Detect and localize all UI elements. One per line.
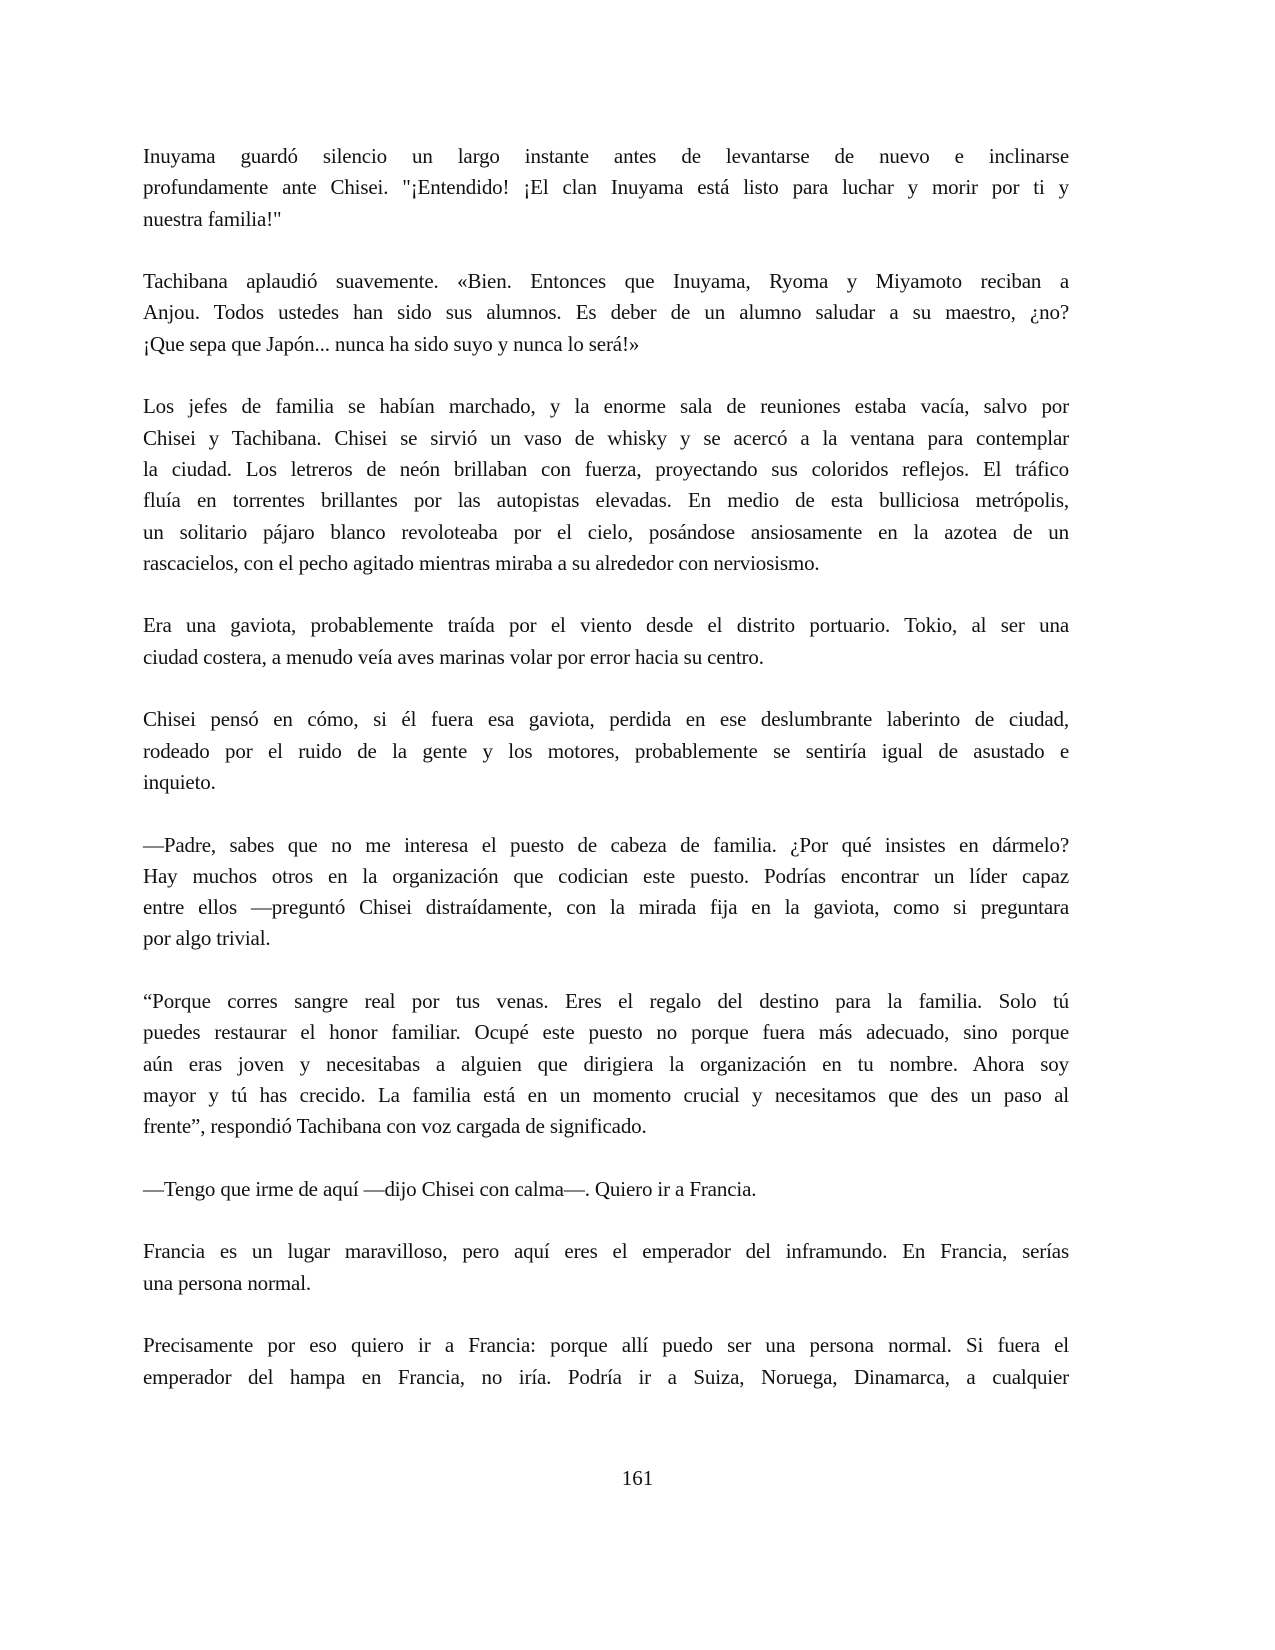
text-line: nuestra familia!" <box>143 206 282 231</box>
text-line: ciudad costera, a menudo veía aves marinas volar por error hacia su centro. <box>143 644 764 669</box>
text-line: profundamente ante Chisei. "¡Entendido! ¡El clan Inuyama está listo para luchar y morir por ti y <box>143 175 1069 200</box>
text-line: por algo trivial. <box>143 926 271 951</box>
text-line: rascacielos, con el pecho agitado mientras miraba a su alrededor con nerviosismo. <box>143 550 820 575</box>
text-line: —Tengo que irme de aquí —dijo Chisei con calma—. Quiero ir a Francia. <box>143 1176 757 1201</box>
text-line: aún eras joven y necesitabas a alguien que dirigiera la organización en tu nombre. Ahora soy <box>143 1051 1069 1076</box>
paragraph <box>143 986 1069 1142</box>
text-line: —Padre, sabes que no me interesa el puesto de cabeza de familia. ¿Por qué insistes en dármelo? <box>143 832 1069 857</box>
text-line: un solitario pájaro blanco revoloteaba por el cielo, posándose ansiosamente en la azotea de un <box>143 519 1069 544</box>
paragraph <box>143 141 1069 235</box>
paragraph <box>143 830 1069 955</box>
text-line: Francia es un lugar maravilloso, pero aquí eres el emperador del inframundo. En Francia, serías <box>143 1239 1069 1264</box>
text-line: ¡Que sepa que Japón... nunca ha sido suyo y nunca lo será!» <box>143 331 640 356</box>
text-line: una persona normal. <box>143 1270 312 1295</box>
paragraph <box>143 266 1069 360</box>
text-line: Los jefes de familia se habían marchado, y la enorme sala de reuniones estaba vacía, salvo por <box>143 394 1069 419</box>
text-line: rodeado por el ruido de la gente y los motores, probablemente se sentiría igual de asustado e <box>143 738 1069 763</box>
text-line: Precisamente por eso quiero ir a Francia: porque allí puedo ser una persona normal. Si fuera el <box>143 1333 1069 1358</box>
text-line: fluía en torrentes brillantes por las autopistas elevadas. En medio de esta bulliciosa metrópolis, <box>143 488 1069 513</box>
paragraph <box>143 704 1069 798</box>
paragraph <box>143 1174 1069 1205</box>
text-line: Inuyama guardó silencio un largo instante antes de levantarse de nuevo e inclinarse <box>143 144 1069 168</box>
page-number: 161 <box>621 1466 654 1490</box>
paragraph <box>143 391 1069 579</box>
text-line: emperador del hampa en Francia, no iría. Podría ir a Suiza, Noruega, Dinamarca, a cualquier <box>143 1364 1069 1389</box>
text-line: frente”, respondió Tachibana con voz cargada de significado. <box>143 1114 647 1139</box>
text-line: Chisei y Tachibana. Chisei se sirvió un vaso de whisky y se acercó a la ventana para contemplar <box>143 425 1069 450</box>
text-line: Anjou. Todos ustedes han sido sus alumnos. Es deber de un alumno saludar a su maestro, ¿no? <box>143 300 1069 325</box>
text-line: inquieto. <box>143 769 216 794</box>
text-line: mayor y tú has crecido. La familia está en un momento crucial y necesitamos que des un paso al <box>143 1082 1069 1107</box>
text-line: “Porque corres sangre real por tus venas. Eres el regalo del destino para la familia. Solo tú <box>143 989 1069 1014</box>
text-line: entre ellos —preguntó Chisei distraídamente, con la mirada fija en la gaviota, como si preguntara <box>143 895 1069 920</box>
paragraph <box>143 610 1069 673</box>
text-line: Tachibana aplaudió suavemente. «Bien. Entonces que Inuyama, Ryoma y Miyamoto reciban a <box>143 269 1069 294</box>
text-line: puedes restaurar el honor familiar. Ocupé este puesto no porque fuera más adecuado, sino porque <box>143 1020 1069 1045</box>
paragraph <box>143 1330 1069 1393</box>
text-line: Hay muchos otros en la organización que codician este puesto. Podrías encontrar un líder capaz <box>143 863 1069 888</box>
paragraph <box>143 1236 1069 1299</box>
text-line: la ciudad. Los letreros de neón brillaban con fuerza, proyectando sus coloridos reflejos. El tráfico <box>143 456 1069 481</box>
text-line: Chisei pensó en cómo, si él fuera esa gaviota, perdida en ese deslumbrante laberinto de ciudad, <box>143 707 1069 732</box>
page-body <box>143 141 1069 1424</box>
text-line: Era una gaviota, probablemente traída por el viento desde el distrito portuario. Tokio, al ser una <box>143 613 1069 638</box>
